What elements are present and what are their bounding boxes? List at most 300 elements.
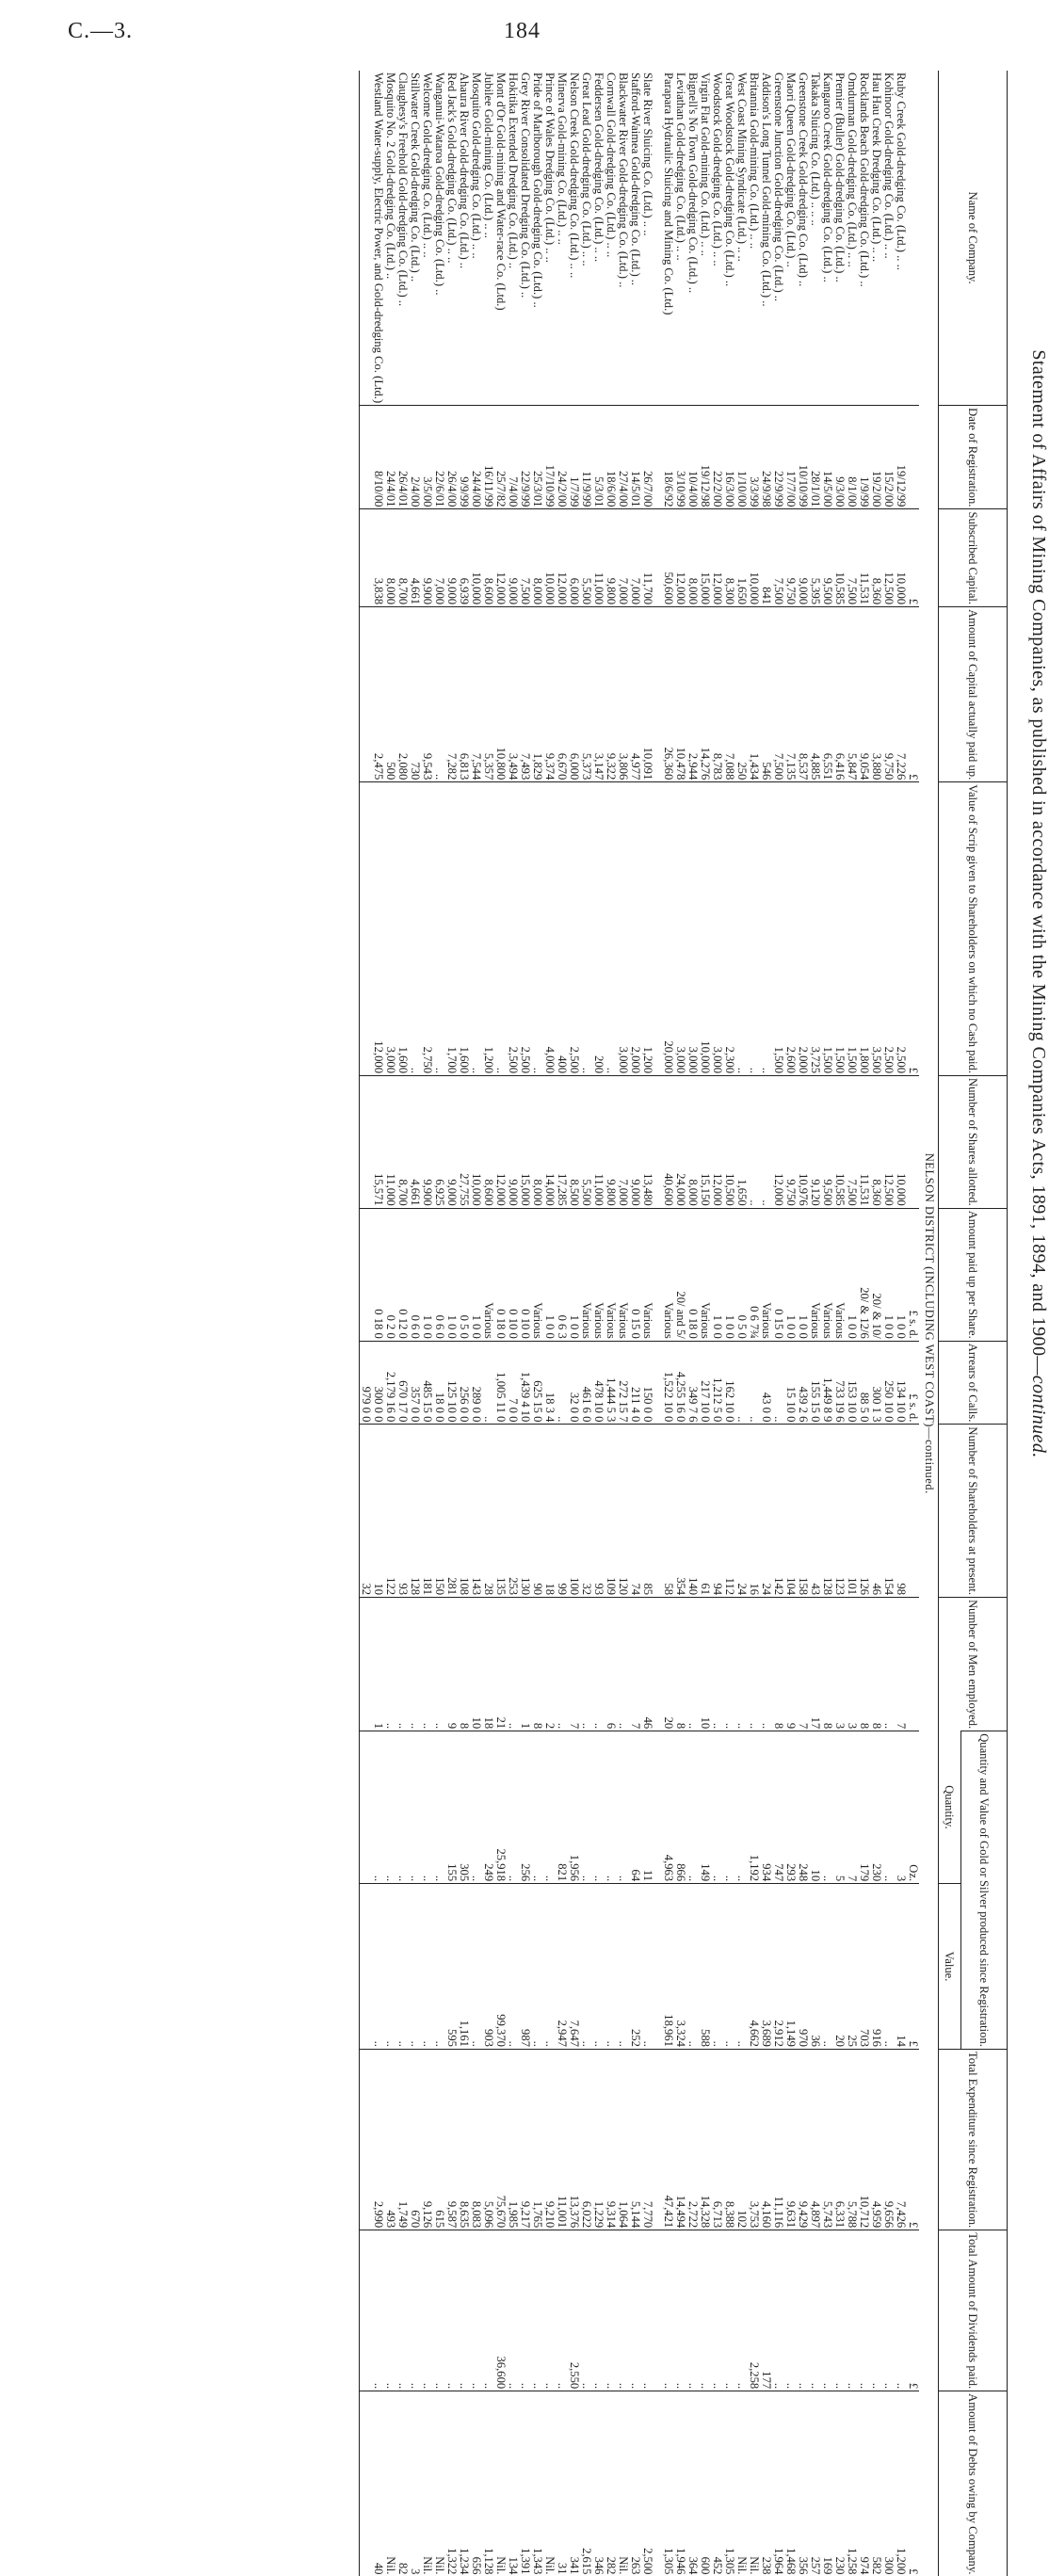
- cell-debts: 1,200: [895, 2391, 907, 2576]
- cell-per-share: Various: [699, 1208, 711, 1341]
- cell-arrears: ..: [772, 1341, 784, 1425]
- cell-men: 7: [895, 1598, 907, 1731]
- cell-per-share: 1 0 0: [882, 1208, 895, 1341]
- cell-paid: 3,806: [617, 607, 629, 782]
- cell-shares: 11,000: [384, 1076, 396, 1209]
- cell-expenditure: 14,328: [699, 2049, 711, 2230]
- cell-holders: 154: [882, 1425, 895, 1598]
- cell-shares: 7,500: [846, 1076, 858, 1209]
- cell-men: 8: [821, 1598, 833, 1731]
- cell-shares: 7,000: [617, 1076, 629, 1209]
- cell-date: 28/1/01: [809, 406, 821, 509]
- cell-dividends: ..: [821, 2230, 833, 2391]
- cell-men: ..: [686, 1598, 699, 1731]
- cell-paid: 5,373: [580, 607, 592, 782]
- cell-scrip: 1,600: [458, 782, 470, 1076]
- cell-quantity: ..: [580, 1731, 592, 1884]
- cell-men: 7: [629, 1598, 641, 1731]
- cell-holders: 120: [617, 1425, 629, 1598]
- cell-value: 595: [445, 1884, 458, 2050]
- cell-expenditure: 9,314: [605, 2049, 617, 2230]
- cell-debts: 1,391: [519, 2391, 531, 2576]
- unit-arrears: £ s. d.: [907, 1341, 919, 1425]
- cell-value: 3,324: [674, 1884, 686, 2050]
- cell-subscribed: 50,600: [662, 509, 674, 607]
- cell-date: 24/9/98: [760, 406, 772, 509]
- cell-name: Mont d'Or Gold-mining and Water-race Co. (Ltd.): [494, 72, 508, 311]
- cell-scrip: 3,725: [809, 782, 821, 1076]
- cell-name: Feddersen Gold-dredging Co. (Ltd.) .. ..: [592, 72, 605, 263]
- cell-value: 252: [629, 1884, 641, 2050]
- table-row: [882, 71, 895, 2576]
- cell-quantity: 4,963: [662, 1731, 674, 1884]
- cell-men: ..: [592, 1598, 605, 1731]
- cell-per-share: Various: [531, 1208, 543, 1341]
- cell-quantity: 866: [674, 1731, 686, 1884]
- cell-holders: 93: [396, 1425, 409, 1598]
- cell-name: Hau Hau Creek Dredging Co. (Ltd.) .. ..: [870, 72, 883, 263]
- cell-debts: 341: [568, 2391, 580, 2576]
- cell-quantity: 1,192: [748, 1731, 760, 1884]
- cell-value: 99,370: [494, 1884, 507, 2050]
- cell-debts: 82: [396, 2391, 409, 2576]
- cell-date: 5/3/01: [592, 406, 605, 509]
- cell-quantity: 230: [870, 1731, 882, 1884]
- cell-dividends: ..: [580, 2230, 592, 2391]
- cell-expenditure: 3,753: [748, 2049, 760, 2230]
- cell-date: 2/4/00: [409, 406, 421, 509]
- cell-per-share: Various: [833, 1208, 846, 1341]
- cell-subscribed: 7,000: [433, 509, 445, 607]
- cell-expenditure: 9,126: [421, 2049, 433, 2230]
- cell-quantity: 248: [797, 1731, 809, 1884]
- cell-quantity: ..: [605, 1731, 617, 1884]
- cell-subscribed: 7,500: [519, 509, 531, 607]
- cell-subscribed: 9,900: [421, 509, 433, 607]
- cell-name: Maori Queen Gold-dredging Co. (Ltd.) ..: [784, 72, 798, 267]
- cell-value: ..: [735, 1884, 748, 2050]
- table-row: [458, 71, 470, 2576]
- cell-date: 27/4/00: [617, 406, 629, 509]
- cell-paid: [360, 607, 373, 782]
- cell-shares: 12,000: [772, 1076, 784, 1209]
- cell-debts: 1,234: [458, 2391, 470, 2576]
- cell-arrears: 211 4 0: [629, 1341, 641, 1425]
- cell-dividends: 2,550: [568, 2230, 580, 2391]
- cell-holders: 93: [592, 1425, 605, 1598]
- table-row: [519, 71, 531, 2576]
- cell-dividends: ..: [629, 2230, 641, 2391]
- cell-dividends: ..: [784, 2230, 797, 2391]
- cell-arrears: 461 6 0: [580, 1341, 592, 1425]
- cell-date: 24/2/00: [556, 406, 568, 509]
- cell-debts: 169: [821, 2391, 833, 2576]
- cell-paid: 7,135: [784, 607, 797, 782]
- cell-per-share: 20/ & 10/: [870, 1208, 882, 1341]
- table-row: [809, 71, 821, 2576]
- cell-debts: Nil.: [433, 2391, 445, 2576]
- cell-date: 19/12/98: [699, 406, 711, 509]
- cell-paid: 7,493: [519, 607, 531, 782]
- cell-per-share: 0 10 0: [507, 1208, 519, 1341]
- cell-name: Red Jack's Gold-dredging Co. (Ltd.) .. ..: [445, 72, 459, 264]
- cell-scrip: ..: [531, 782, 543, 1076]
- cell-subscribed: 7,500: [772, 509, 784, 607]
- cell-value: ..: [605, 1884, 617, 2050]
- cell-quantity: 149: [699, 1731, 711, 1884]
- cell-holders: 126: [858, 1425, 870, 1598]
- cell-name: Bignell's No Town Gold-dredging Co. (Ltd.) ..: [686, 72, 700, 294]
- cell-quantity: ..: [617, 1731, 629, 1884]
- unit-expenditure: £: [907, 2049, 919, 2230]
- col-header-expenditure: Total Expenditure since Registration.: [939, 2049, 1008, 2230]
- cell-debts: 257: [809, 2391, 821, 2576]
- cell-shares: 9,800: [605, 1076, 617, 1209]
- cell-arrears: 18 0 0: [433, 1341, 445, 1425]
- cell-scrip: 1,500: [821, 782, 833, 1076]
- table-row: [723, 71, 735, 2576]
- cell-quantity: 747: [772, 1731, 784, 1884]
- cell-shares: ..: [748, 1076, 760, 1209]
- cell-paid: 6,416: [833, 607, 846, 782]
- cell-subscribed: 5,395: [809, 509, 821, 607]
- cell-dividends: ..: [723, 2230, 735, 2391]
- cell-date: 26/4/00: [445, 406, 458, 509]
- cell-men: ..: [735, 1598, 748, 1731]
- cell-debts: 263: [629, 2391, 641, 2576]
- cell-paid: 26,360: [662, 607, 674, 782]
- cell-holders: 135: [494, 1425, 507, 1598]
- cell-quantity: 1,956: [568, 1731, 580, 1884]
- cell-per-share: Various: [662, 1208, 674, 1341]
- cell-per-share: Various: [641, 1208, 654, 1341]
- cell-name: Takaka Sluicing Co. (Ltd.) .. .. ..: [809, 72, 822, 226]
- cell-value: 1,161: [458, 1884, 470, 2050]
- cell-shares: 15,150: [699, 1076, 711, 1209]
- cell-subscribed: 10,000: [543, 509, 556, 607]
- cell-dividends: ..: [699, 2230, 711, 2391]
- cell-value: ..: [531, 1884, 543, 2050]
- cell-shares: 10,000: [895, 1076, 907, 1209]
- cell-dividends: ..: [895, 2230, 907, 2391]
- cell-debts: Nil.: [617, 2391, 629, 2576]
- cell-expenditure: 6,713: [711, 2049, 723, 2230]
- cell-scrip: 1,600: [396, 782, 409, 1076]
- cell-per-share: 1 0 0: [421, 1208, 433, 1341]
- cell-expenditure: 493: [384, 2049, 396, 2230]
- cell-paid: 5,357: [482, 607, 494, 782]
- units-row: [907, 71, 919, 2576]
- cell-subscribed: 9,000: [797, 509, 809, 607]
- cell-value: [360, 1884, 373, 2050]
- cell-date: 3/3/99: [748, 406, 760, 509]
- cell-value: ..: [617, 1884, 629, 2050]
- cell-arrears: 733 19 6: [833, 1341, 846, 1425]
- cell-scrip: ..: [494, 782, 507, 1076]
- cell-per-share: 20/ and 5/: [674, 1208, 686, 1341]
- cell-dividends: ..: [507, 2230, 519, 2391]
- cell-men: ..: [556, 1598, 568, 1731]
- cell-paid: 546: [760, 607, 772, 782]
- cell-shares: 9,500: [821, 1076, 833, 1209]
- table-row: [543, 71, 556, 2576]
- cell-holders: 43: [809, 1425, 821, 1598]
- col-header-name: Name of Company.: [939, 71, 1008, 406]
- cell-holders: 101: [846, 1425, 858, 1598]
- cell-subscribed: 6,000: [568, 509, 580, 607]
- cell-quantity: ..: [470, 1731, 482, 1884]
- cell-debts: Nil.: [543, 2391, 556, 2576]
- cell-paid: 7,282: [445, 607, 458, 782]
- cell-holders: 140: [686, 1425, 699, 1598]
- cell-arrears: 349 7 6: [686, 1341, 699, 1425]
- cell-dividends: ..: [735, 2230, 748, 2391]
- unit-scrip: £: [907, 782, 919, 1076]
- cell-date: 1/10/00: [735, 406, 748, 509]
- cell-value: ..: [723, 1884, 735, 2050]
- cell-per-share: 20/ & 12/6: [858, 1208, 870, 1341]
- cell-subscribed: 12,000: [711, 509, 723, 607]
- page-title: [1027, 71, 1049, 1737]
- cell-date: 26/4/01: [396, 406, 409, 509]
- table-row: [494, 71, 507, 2576]
- cell-men: 8: [531, 1598, 543, 1731]
- cell-scrip: 400: [556, 782, 568, 1076]
- cell-date: 16/3/00: [723, 406, 735, 509]
- cell-name: Premier (Buller) Gold-dredging Co. (Ltd.) ..: [833, 72, 847, 282]
- cell-debts: Nil.: [421, 2391, 433, 2576]
- cell-holders: 142: [772, 1425, 784, 1598]
- cell-dividends: ..: [882, 2230, 895, 2391]
- cell-subscribed: 11,700: [641, 509, 654, 607]
- cell-scrip: 2,500: [519, 782, 531, 1076]
- cell-scrip: 200: [592, 782, 605, 1076]
- cell-shares: 13,480: [641, 1076, 654, 1209]
- cell-per-share: 0 6 7¾: [748, 1208, 760, 1341]
- cell-debts: 31: [556, 2391, 568, 2576]
- cell-subscribed: 4,661: [409, 509, 421, 607]
- cell-scrip: ..: [735, 782, 748, 1076]
- cell-quantity: 305: [458, 1731, 470, 1884]
- cell-date: 22/9/99: [519, 406, 531, 509]
- cell-paid: 9,322: [605, 607, 617, 782]
- cell-dividends: ..: [396, 2230, 409, 2391]
- cell-subscribed: 9,750: [784, 509, 797, 607]
- cell-scrip: 3,000: [711, 782, 723, 1076]
- table-row: [686, 71, 699, 2576]
- cell-paid: 500: [384, 607, 396, 782]
- cell-arrears: 150 0 0: [641, 1341, 654, 1425]
- cell-arrears: ..: [735, 1341, 748, 1425]
- cell-value: ..: [580, 1884, 592, 2050]
- cell-expenditure: 5,743: [821, 2049, 833, 2230]
- cell-debts: 134: [507, 2391, 519, 2576]
- cell-date: 25/7/82: [494, 406, 507, 509]
- cell-shares: 40,600: [662, 1076, 674, 1209]
- cell-shares: 10,976: [797, 1076, 809, 1209]
- cell-expenditure: 9,656: [882, 2049, 895, 2230]
- cell-per-share: 1 0 0: [895, 1208, 907, 1341]
- cell-name: West Coast Mining Syndicate (Ltd.) .. ..: [735, 72, 749, 262]
- cell-expenditure: 9,631: [784, 2049, 797, 2230]
- cell-value: ..: [821, 1884, 833, 2050]
- cell-men: 8: [458, 1598, 470, 1731]
- cell-shares: 12,000: [711, 1076, 723, 1209]
- cell-holders: 354: [674, 1425, 686, 1598]
- cell-shares: 12,500: [882, 1076, 895, 1209]
- cell-shares: 8,000: [686, 1076, 699, 1209]
- cell-per-share: 0 18 0: [494, 1208, 507, 1341]
- cell-men: 10: [699, 1598, 711, 1731]
- cell-subscribed: 11,531: [858, 509, 870, 607]
- cell-shares: 27,755: [458, 1076, 470, 1209]
- cell-men: ..: [617, 1598, 629, 1731]
- cell-value: 14: [895, 1884, 907, 2050]
- cell-holders: 61: [699, 1425, 711, 1598]
- cell-paid: 14,276: [699, 607, 711, 782]
- cell-debts: 364: [686, 2391, 699, 2576]
- table-row: [870, 71, 882, 2576]
- cell-men: 8: [858, 1598, 870, 1731]
- cell-paid: 8,783: [711, 607, 723, 782]
- cell-paid: 9,374: [543, 607, 556, 782]
- cell-quantity: ..: [396, 1731, 409, 1884]
- cell-quantity: 25,918: [494, 1731, 507, 1884]
- cell-expenditure: 14,494: [674, 2049, 686, 2230]
- cell-shares: 8,700: [396, 1076, 409, 1209]
- cell-quantity: 64: [629, 1731, 641, 1884]
- cell-holders: 150: [433, 1425, 445, 1598]
- cell-expenditure: 4,160: [760, 2049, 772, 2230]
- cell-paid: 6,000: [568, 607, 580, 782]
- cell-paid: 1,829: [531, 607, 543, 782]
- cell-scrip: 20,000: [662, 782, 674, 1076]
- cell-name: Kangaroo Creek Gold-dredging Co. (Ltd.) ..: [821, 72, 834, 282]
- cell-scrip: 10,000: [699, 782, 711, 1076]
- cell-subscribed: 7,500: [846, 509, 858, 607]
- cell-expenditure: 615: [433, 2049, 445, 2230]
- cell-arrears: 1,449 8 9: [821, 1341, 833, 1425]
- cell-expenditure: 102: [735, 2049, 748, 2230]
- table-row: [396, 71, 409, 2576]
- cell-per-share: 0 18 0: [686, 1208, 699, 1341]
- cell-arrears: 2,179 16 0: [384, 1341, 396, 1425]
- cell-date: 8/10/00: [372, 406, 384, 509]
- cell-dividends: 2,258: [748, 2230, 760, 2391]
- cell-holders: 128: [409, 1425, 421, 1598]
- cell-name: Prince of Wales Dredging Co. (Ltd.) .. ..: [543, 72, 557, 263]
- cell-value: ..: [433, 1884, 445, 2050]
- cell-shares: 8,000: [531, 1076, 543, 1209]
- table-row-continuation: [360, 71, 373, 2576]
- cell-holders: 74: [629, 1425, 641, 1598]
- cell-quantity: 934: [760, 1731, 772, 1884]
- cell-paid: 6,670: [556, 607, 568, 782]
- cell-quantity: 7: [846, 1731, 858, 1884]
- cell-dividends: ..: [605, 2230, 617, 2391]
- cell-value: 703: [858, 1884, 870, 2050]
- col-header-quantity: Quantity.: [939, 1731, 961, 1884]
- cell-subscribed: 12,000: [556, 509, 568, 607]
- table-row: [409, 71, 421, 2576]
- cell-arrears: 300 1 3: [870, 1341, 882, 1425]
- cell-dividends: ..: [662, 2230, 674, 2391]
- cell-men: 7: [797, 1598, 809, 1731]
- cell-date: 19/12/99: [895, 406, 907, 509]
- cell-debts: 452: [711, 2391, 723, 2576]
- cell-shares: 4,661: [409, 1076, 421, 1209]
- table-row: [507, 71, 519, 2576]
- cell-subscribed: 7,000: [629, 509, 641, 607]
- cell-dividends: ..: [641, 2230, 654, 2391]
- cell-shares: 9,000: [629, 1076, 641, 1209]
- cell-per-share: 1 0 0: [784, 1208, 797, 1341]
- cell-per-share: Various: [482, 1208, 494, 1341]
- cell-debts: 300: [882, 2391, 895, 2576]
- cell-dividends: ..: [797, 2230, 809, 2391]
- cell-scrip: 1,200: [641, 782, 654, 1076]
- cell-subscribed: 9,000: [445, 509, 458, 607]
- cell-paid: 2,944: [686, 607, 699, 782]
- cell-expenditure: 1,985: [507, 2049, 519, 2230]
- cell-name: Greenstone Creek Gold-dredging Co. (Ltd) ..: [797, 72, 810, 287]
- cell-holders: 112: [723, 1425, 735, 1598]
- cell-arrears: 162 10 0: [723, 1341, 735, 1425]
- cell-name: Mosquito No. 2 Gold-dredging Co. (Ltd.) ..: [384, 72, 397, 280]
- cell-debts: Nil.: [384, 2391, 396, 2576]
- cell-name: Great Lead Gold-dredging Co. (Ltd.) .. ..: [580, 72, 593, 266]
- cell-dividends: ..: [543, 2230, 556, 2391]
- cell-scrip: 3,000: [674, 782, 686, 1076]
- cell-date: 8/1/00: [846, 406, 858, 509]
- cell-name: Ruby Creek Gold-dredging Co. (Ltd.) .. ..: [895, 72, 908, 270]
- cell-holders: 16: [748, 1425, 760, 1598]
- cell-name: Slate River Sluicing Co. (Ltd.) .. ..: [641, 72, 654, 236]
- cell-men: 1: [372, 1598, 384, 1731]
- cell-arrears: 32 0 0: [568, 1341, 580, 1425]
- cell-subscribed: [360, 509, 373, 607]
- col-header-scrip: Value of Scrip given to Shareholders on which no Cash paid.: [939, 782, 1008, 1076]
- cell-value: 25: [846, 1884, 858, 2050]
- cell-paid: 8,537: [797, 607, 809, 782]
- cell-debts: 1,305: [662, 2391, 674, 2576]
- cell-subscribed: 12,500: [882, 509, 895, 607]
- cell-name: Omdurman Gold-dredging Co. (Ltd.) .. ..: [846, 72, 859, 267]
- cell-paid: 4,885: [809, 607, 821, 782]
- cell-value: ..: [384, 1884, 396, 2050]
- cell-per-share: 0 2 0: [384, 1208, 396, 1341]
- cell-shares: 8,600: [482, 1076, 494, 1209]
- cell-holders: 109: [605, 1425, 617, 1598]
- cell-per-share: 1 0 0: [711, 1208, 723, 1341]
- cell-expenditure: 75,670: [494, 2049, 507, 2230]
- cell-date: 18/6/92: [662, 406, 674, 509]
- cell-scrip: 2,500: [507, 782, 519, 1076]
- cell-expenditure: 9,587: [445, 2049, 458, 2230]
- cell-value: 987: [519, 1884, 531, 2050]
- cell-quantity: ..: [384, 1731, 396, 1884]
- cell-scrip: 4,000: [543, 782, 556, 1076]
- col-header-paid: Amount of Capital actually paid up.: [939, 607, 1008, 782]
- cell-scrip: ..: [748, 782, 760, 1076]
- cell-men: 3: [846, 1598, 858, 1731]
- cell-per-share: 0 15 0: [772, 1208, 784, 1341]
- cell-men: 20: [662, 1598, 674, 1731]
- cell-shares: 9,750: [784, 1076, 797, 1209]
- cell-name: Grey River Consolidated Dredging Co. (Ltd.) ..: [519, 72, 532, 298]
- cell-value: ..: [396, 1884, 409, 2050]
- cell-men: 10: [470, 1598, 482, 1731]
